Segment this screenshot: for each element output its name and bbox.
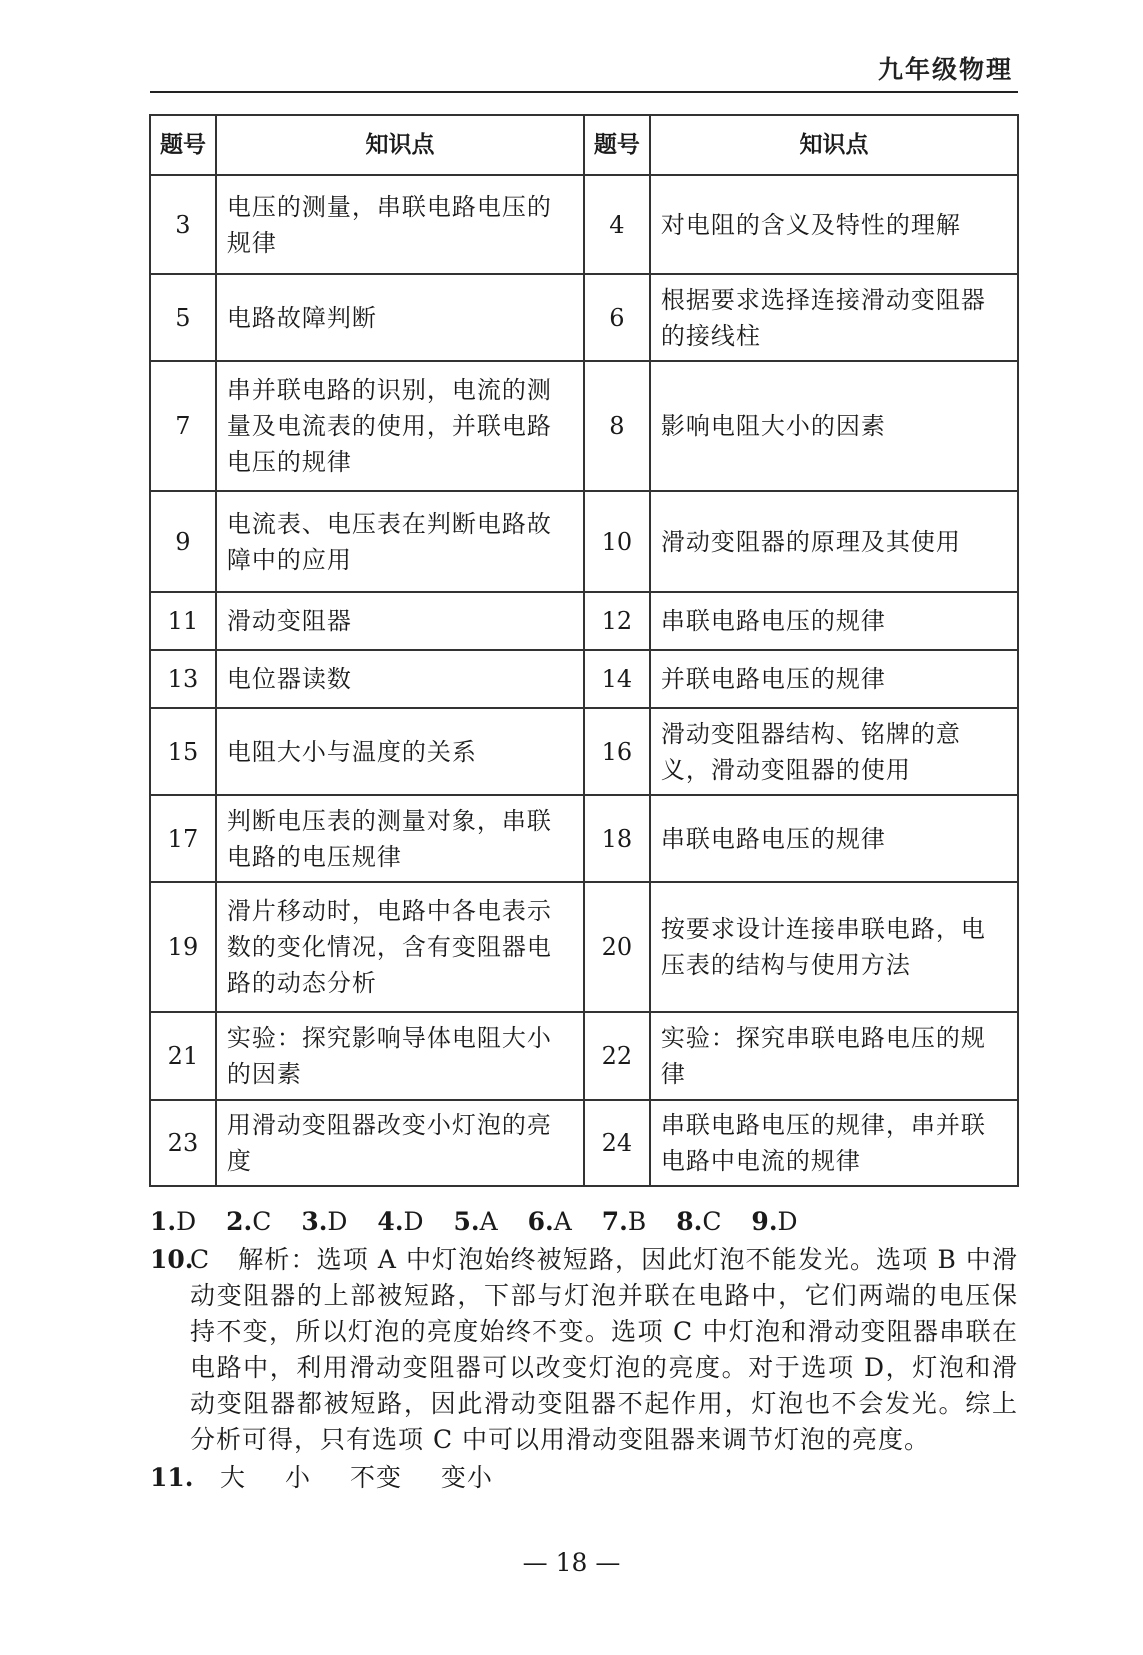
table-row bbox=[150, 1100, 1018, 1186]
table-row bbox=[150, 795, 1018, 882]
knowledge-point: 电位器读数 bbox=[216, 650, 584, 708]
answer-choice: C bbox=[190, 1245, 211, 1274]
explanation-block bbox=[190, 1242, 1018, 1458]
knowledge-point: 电流表、电压表在判断电路故障中的应用 bbox=[216, 491, 584, 592]
question-number: 16 bbox=[584, 708, 650, 795]
choice-answer: 4.D bbox=[377, 1207, 424, 1236]
question-number: 9 bbox=[150, 491, 216, 592]
table-row bbox=[150, 175, 1018, 274]
question-number: 20 bbox=[584, 882, 650, 1012]
question-number: 18 bbox=[584, 795, 650, 882]
question-number: 14 bbox=[584, 650, 650, 708]
knowledge-point: 滑动变阻器 bbox=[216, 592, 584, 650]
knowledge-point: 电压的测量，串联电路电压的规律 bbox=[216, 175, 584, 274]
table-row bbox=[150, 491, 1018, 592]
question-number: 10 bbox=[584, 491, 650, 592]
choice-answer: 1.D bbox=[150, 1207, 197, 1236]
knowledge-point: 并联电路电压的规律 bbox=[650, 650, 1018, 708]
table-row bbox=[150, 650, 1018, 708]
question-11-answer bbox=[150, 1460, 1018, 1496]
knowledge-point: 按要求设计连接串联电路，电压表的结构与使用方法 bbox=[650, 882, 1018, 1012]
question-number: 7 bbox=[150, 361, 216, 491]
choice-answers-line bbox=[150, 1204, 1018, 1240]
question-number: 21 bbox=[150, 1012, 216, 1100]
knowledge-point: 实验：探究串联电路电压的规律 bbox=[650, 1012, 1018, 1100]
knowledge-point: 根据要求选择连接滑动变阻器的接线柱 bbox=[650, 274, 1018, 361]
knowledge-point: 电路故障判断 bbox=[216, 274, 584, 361]
choice-answer: 9.D bbox=[751, 1207, 798, 1236]
header-question-number: 题号 bbox=[150, 115, 216, 175]
choice-answer: 6.A bbox=[527, 1207, 572, 1236]
knowledge-point: 判断电压表的测量对象，串联电路的电压规律 bbox=[216, 795, 584, 882]
blank-answer: 小 bbox=[284, 1463, 311, 1492]
knowledge-point: 串联电路电压的规律 bbox=[650, 592, 1018, 650]
knowledge-point: 实验：探究影响导体电阻大小的因素 bbox=[216, 1012, 584, 1100]
choice-answer: 5.A bbox=[453, 1207, 498, 1236]
question-number: 13 bbox=[150, 650, 216, 708]
knowledge-point: 电阻大小与温度的关系 bbox=[216, 708, 584, 795]
knowledge-point-table bbox=[149, 114, 1019, 1187]
table-row bbox=[150, 1012, 1018, 1100]
question-number: 11 bbox=[150, 592, 216, 650]
table-row bbox=[150, 274, 1018, 361]
question-number: 23 bbox=[150, 1100, 216, 1186]
question-number: 4 bbox=[584, 175, 650, 274]
header-question-number: 题号 bbox=[584, 115, 650, 175]
header-divider bbox=[150, 91, 1018, 93]
knowledge-point: 滑动变阻器结构、铭牌的意义，滑动变阻器的使用 bbox=[650, 708, 1018, 795]
question-number: 12 bbox=[584, 592, 650, 650]
question-10-answer bbox=[150, 1242, 1018, 1458]
table-row bbox=[150, 882, 1018, 1012]
knowledge-point: 滑动变阻器的原理及其使用 bbox=[650, 491, 1018, 592]
question-number: 11. bbox=[150, 1463, 194, 1492]
question-number: 6 bbox=[584, 274, 650, 361]
knowledge-point: 用滑动变阻器改变小灯泡的亮度 bbox=[216, 1100, 584, 1186]
table-row bbox=[150, 708, 1018, 795]
choice-answer: 2.C bbox=[226, 1207, 272, 1236]
blank-answers bbox=[220, 1460, 988, 1496]
choice-answer: 3.D bbox=[301, 1207, 348, 1236]
table-row bbox=[150, 592, 1018, 650]
question-number: 3 bbox=[150, 175, 216, 274]
knowledge-point: 串联电路电压的规律 bbox=[650, 795, 1018, 882]
question-number: 10. bbox=[150, 1245, 194, 1274]
question-number: 22 bbox=[584, 1012, 650, 1100]
knowledge-point: 影响电阻大小的因素 bbox=[650, 361, 1018, 491]
knowledge-point: 串联电路电压的规律，串并联电路中电流的规律 bbox=[650, 1100, 1018, 1186]
question-number: 24 bbox=[584, 1100, 650, 1186]
page-header-title: 九年级物理 bbox=[877, 55, 1013, 84]
question-number: 8 bbox=[584, 361, 650, 491]
choice-answer: 7.B bbox=[601, 1207, 647, 1236]
choice-answer: 8.C bbox=[676, 1207, 722, 1236]
knowledge-point: 对电阻的含义及特性的理解 bbox=[650, 175, 1018, 274]
answer-section bbox=[150, 1204, 1018, 1496]
blank-answer: 不变 bbox=[349, 1463, 402, 1492]
knowledge-point: 滑片移动时，电路中各电表示数的变化情况，含有变阻器电路的动态分析 bbox=[216, 882, 584, 1012]
table-row bbox=[150, 361, 1018, 491]
question-number: 17 bbox=[150, 795, 216, 882]
header-knowledge-point: 知识点 bbox=[650, 115, 1018, 175]
table-header-row bbox=[150, 115, 1018, 175]
header-knowledge-point: 知识点 bbox=[216, 115, 584, 175]
page-number: — 18 — bbox=[522, 1548, 621, 1577]
blank-answer: 变小 bbox=[440, 1463, 493, 1492]
explanation-text: 解析：选项 A 中灯泡始终被短路，因此灯泡不能发光。选项 B 中滑动变阻器的上部被短路，下部与灯泡并联在电路中，它们两端的电压保持不变，所以灯泡的亮度始终不变。选项 C 中灯泡和滑动变阻器串联在电路中，利用滑动变阻器可以改变灯泡的亮度。对于选项 D，灯泡和滑动变阻器都被短路，因此滑动变阻器不起作用，灯泡也不会发光。综上分析可得，只有选项 C 中可以用滑动变阻器来调节灯泡的亮度。 bbox=[190, 1245, 1018, 1454]
blank-answer: 大 bbox=[220, 1463, 247, 1492]
question-number: 5 bbox=[150, 274, 216, 361]
question-number: 19 bbox=[150, 882, 216, 1012]
knowledge-point: 串并联电路的识别，电流的测量及电流表的使用，并联电路电压的规律 bbox=[216, 361, 584, 491]
question-number: 15 bbox=[150, 708, 216, 795]
